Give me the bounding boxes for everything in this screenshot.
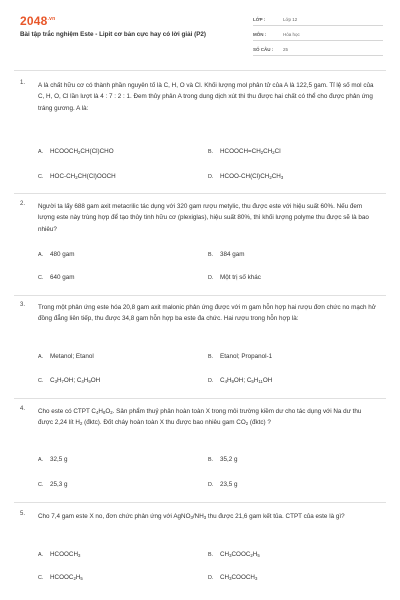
meta-label: MÔN :	[253, 32, 267, 37]
option-c[interactable]	[38, 274, 75, 281]
option-key: D.	[208, 378, 214, 384]
option-text: $HCOOCH=CH_2CH_2Cl$	[220, 148, 281, 155]
option-key: B.	[208, 149, 214, 155]
question-3	[20, 302, 380, 397]
question-number: 5.	[20, 511, 26, 517]
option-text: 25,3 g	[50, 481, 68, 488]
question-number: 4.	[20, 406, 26, 412]
option-c[interactable]	[38, 173, 116, 180]
option-c[interactable]	[38, 377, 100, 384]
option-text: 35,2 g	[220, 456, 238, 463]
option-key: C.	[38, 482, 44, 488]
question-number: 3.	[20, 302, 26, 308]
option-text: 640 gam	[50, 274, 75, 281]
option-key: C.	[38, 378, 44, 384]
option-text: $C_4H_9OH$; $C_5H_{11}OH$	[220, 377, 273, 384]
meta-value: Lớp 12	[283, 17, 298, 22]
option-key: A.	[38, 149, 44, 155]
site-logo[interactable]	[20, 14, 55, 28]
meta-label: LỚP :	[253, 17, 266, 22]
logo-suffix: .vn	[47, 16, 56, 22]
question-number: 2.	[20, 201, 26, 207]
option-text: $HCOOCH_2CH(Cl)CHO$	[50, 148, 114, 155]
divider	[14, 70, 386, 71]
question-2	[20, 201, 380, 296]
option-c[interactable]	[38, 574, 83, 581]
meta-label: SỐ CÂU :	[253, 47, 274, 52]
option-key: B.	[208, 457, 214, 463]
option-key: C.	[38, 575, 44, 581]
option-d[interactable]	[208, 377, 272, 384]
option-text: $HCOOC_2H_5$	[50, 574, 83, 581]
meta-value: Hóa học	[283, 32, 300, 37]
option-key: B.	[208, 354, 214, 360]
option-text: 384 gam	[220, 251, 245, 258]
option-d[interactable]	[208, 274, 261, 281]
meta-row-count	[253, 44, 383, 56]
divider	[14, 502, 386, 503]
option-b[interactable]	[208, 251, 245, 258]
option-a[interactable]	[38, 148, 114, 155]
meta-value: 25	[283, 47, 289, 52]
divider	[14, 295, 386, 296]
document-title: Bài tập trắc nghiệm Este - Lipit cơ bản cực hay có lời giải (P2)	[20, 31, 207, 38]
option-d[interactable]	[208, 574, 257, 581]
option-text: Metanol; Etanol	[50, 353, 94, 360]
question-text: Trong một phản ứng este hóa 20,8 gam axit malonic phản ứng được với m gam hỗn hợp hai rượu đơn chức no mạch hở đồng đẳng liên tiếp, thu được 34,8 gam hỗn hợp ba este đa chức. Hai rượu trong hỗn hợp là:	[38, 304, 376, 323]
option-text: 32,5 g	[50, 456, 68, 463]
question-5	[20, 511, 380, 596]
question-1	[20, 80, 380, 190]
option-key: A.	[38, 457, 44, 463]
option-key: A.	[38, 252, 44, 258]
question-text: Cho 7,4 gam este X no, đơn chức phản ứng với $AgNO_3/NH_3$ thu được 21,6 gam kết tủa. CTPT của este là gì?	[38, 513, 345, 520]
option-b[interactable]	[208, 551, 260, 558]
option-a[interactable]	[38, 251, 75, 258]
option-key: B.	[208, 252, 214, 258]
option-key: D.	[208, 275, 214, 281]
question-text: Cho este có CTPT $C_4H_8O_2$. Sản phẩm thuỷ phân hoàn toàn X trong môi trường kiềm dư cho tác dụng với Na dư thu được 2,24 lít $H_2$ (đktc). Đốt cháy hoàn toàn X thu được bao nhiêu gam $CO_2$ (đktc) ?	[38, 408, 362, 427]
option-text: 480 gam	[50, 251, 75, 258]
document-header	[0, 0, 400, 60]
question-text: Người ta lấy 688 gam axit metacrilic tác dụng với 320 gam rượu metylic, thu được este với hiệu suất 60%. Nếu đem lượng este này trùng hợp để tạo thủy tinh hữu cơ (plexiglas), hiệu suất 80%, thì khối lượng polyme thu được sẽ là bao nhiêu?	[38, 203, 369, 233]
option-d[interactable]	[208, 481, 238, 488]
option-text: $HCOOCH_3$	[50, 551, 81, 558]
option-text: Etanol; Propanol-1	[220, 353, 273, 360]
meta-row-subject	[253, 29, 383, 41]
option-key: C.	[38, 275, 44, 281]
divider	[14, 193, 386, 194]
option-key: D.	[208, 575, 214, 581]
option-b[interactable]	[208, 456, 238, 463]
option-a[interactable]	[38, 456, 68, 463]
option-a[interactable]	[38, 353, 94, 360]
option-text: HCOO-$CH(Cl)CH_2CH_3$	[220, 173, 284, 180]
option-text: HOC-$CH_2CH(Cl)OOCH$	[50, 173, 116, 180]
option-key: A.	[38, 552, 44, 558]
meta-row-class	[253, 14, 383, 26]
option-b[interactable]	[208, 148, 281, 155]
option-key: C.	[38, 174, 44, 180]
option-key: D.	[208, 482, 214, 488]
option-b[interactable]	[208, 353, 272, 360]
option-c[interactable]	[38, 481, 68, 488]
option-text: $C_3H_7OH$; $C_4H_9OH$	[50, 377, 101, 384]
option-text: $CH_3COOCH_3$	[220, 574, 258, 581]
logo-main: 2048	[20, 14, 48, 28]
question-number: 1.	[20, 80, 26, 86]
option-text: 23,5 g	[220, 481, 238, 488]
option-a[interactable]	[38, 551, 80, 558]
question-text: A là chất hữu cơ có thành phần nguyên tố là C, H, O và Cl. Khối lượng mol phân tử của A là 122,5 gam. Tỉ lệ số mol của C, H, O, Cl lần lượt là 4 : 7 : 2 : 1. Đem thủy phân A trong dung dịch xút thì thu được hai chất có thể cho được phản ứng tráng gương. A là:	[38, 82, 374, 112]
meta-info	[253, 14, 383, 59]
option-text: $CH_3COOC_2H_5$	[220, 551, 260, 558]
option-text: Một trị số khác	[220, 274, 261, 281]
option-key: D.	[208, 174, 214, 180]
divider	[14, 398, 386, 399]
question-4	[20, 406, 380, 498]
option-key: B.	[208, 552, 214, 558]
option-d[interactable]	[208, 173, 283, 180]
option-key: A.	[38, 354, 44, 360]
